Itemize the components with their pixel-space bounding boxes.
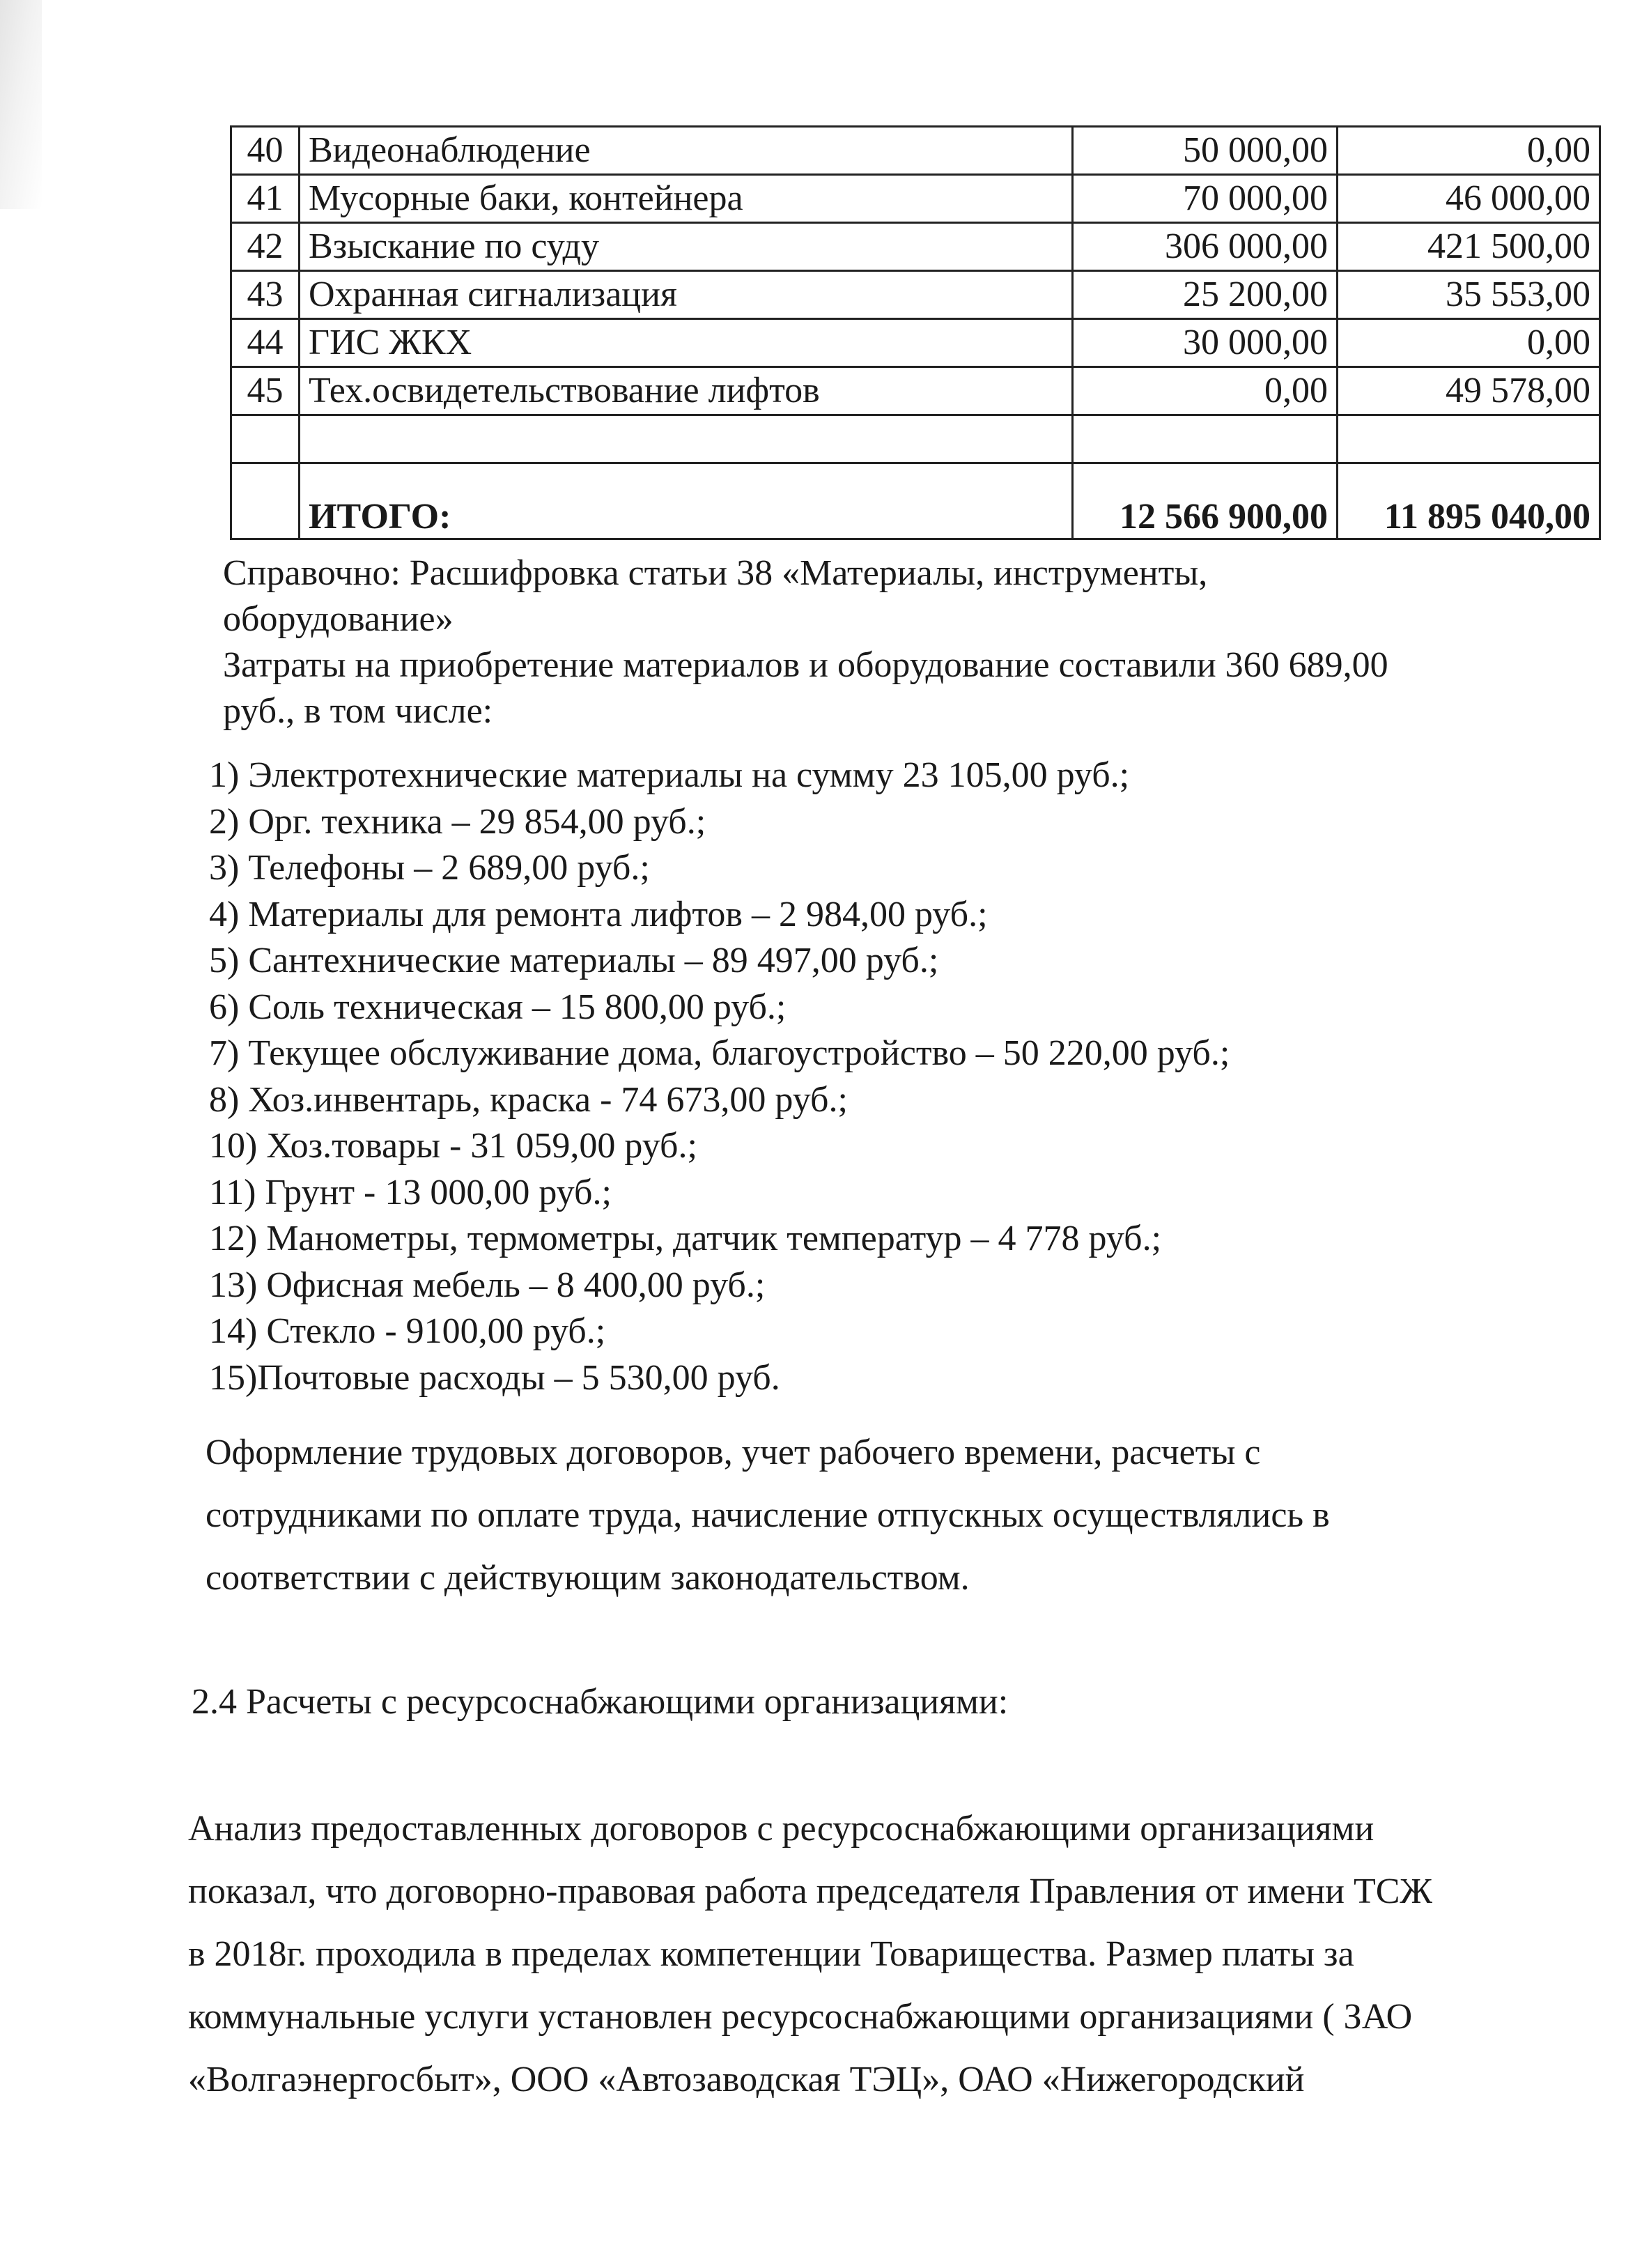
row-fact-amount: 46 000,00 <box>1338 175 1600 223</box>
list-item: 2) Орг. техника – 29 854,00 руб.; <box>209 801 706 842</box>
row-number: 44 <box>231 319 300 367</box>
row-plan-amount: 30 000,00 <box>1073 319 1338 367</box>
paragraph-line: в 2018г. проходила в пределах компетенции Товарищества. Размер платы за <box>188 1934 1354 1974</box>
row-plan-amount: 70 000,00 <box>1073 175 1338 223</box>
row-fact-amount: 35 553,00 <box>1338 271 1600 319</box>
scan-edge-shadow <box>0 0 42 209</box>
table-row <box>231 367 1600 415</box>
list-item: 15)Почтовые расходы – 5 530,00 руб. <box>209 1357 780 1398</box>
row-name: Охранная сигнализация <box>300 271 1073 319</box>
reference-line: руб., в том числе: <box>223 691 493 731</box>
table-row <box>231 223 1600 271</box>
row-name <box>300 415 1073 463</box>
list-item: 10) Хоз.товары - 31 059,00 руб.; <box>209 1126 697 1166</box>
row-name: Взыскание по суду <box>300 223 1073 271</box>
list-item: 6) Соль техническая – 15 800,00 руб.; <box>209 987 787 1027</box>
row-fact-amount: 0,00 <box>1338 319 1600 367</box>
labor-paragraph <box>206 1421 1330 1610</box>
row-plan-amount: 0,00 <box>1073 367 1338 415</box>
list-item: 3) Телефоны – 2 689,00 руб.; <box>209 848 650 888</box>
table-total-row <box>231 463 1600 539</box>
list-item: 5) Сантехнические материалы – 89 497,00 руб.; <box>209 941 939 980</box>
row-fact-amount: 49 578,00 <box>1338 367 1600 415</box>
analysis-paragraph <box>188 1798 1432 2111</box>
table-row-empty <box>231 415 1600 463</box>
row-number: 41 <box>231 175 300 223</box>
table-row <box>231 271 1600 319</box>
list-item: 11) Грунт - 13 000,00 руб.; <box>209 1172 612 1212</box>
total-fact-amount: 11 895 040,00 <box>1338 463 1600 539</box>
list-item: 1) Электротехнические материалы на сумму 23 105,00 руб.; <box>209 755 1130 795</box>
row-name: Видеонаблюдение <box>300 127 1073 175</box>
row-number <box>231 415 300 463</box>
list-item: 7) Текущее обслуживание дома, благоустройство – 50 220,00 руб.; <box>209 1033 1230 1073</box>
list-item: 13) Офисная мебель – 8 400,00 руб.; <box>209 1265 766 1305</box>
reference-line: Справочно: Расшифровка статьи 38 «Материалы, инструменты, <box>223 553 1208 593</box>
reference-line: Затраты на приобретение материалов и оборудование составили 360 689,00 <box>223 645 1388 685</box>
row-plan-amount: 25 200,00 <box>1073 271 1338 319</box>
row-name: Мусорные баки, контейнера <box>300 175 1073 223</box>
row-number: 43 <box>231 271 300 319</box>
paragraph-line: показал, что договорно-правовая работа председателя Правления от имени ТСЖ <box>188 1872 1433 1911</box>
total-label: ИТОГО: <box>300 463 1073 539</box>
list-item: 12) Манометры, термометры, датчик температур – 4 778 руб.; <box>209 1219 1162 1258</box>
row-fact-amount: 0,00 <box>1338 127 1600 175</box>
row-fact-amount <box>1338 415 1600 463</box>
table-row <box>231 127 1600 175</box>
section-title: 2.4 Расчеты с ресурсоснабжающими организациями: <box>192 1682 1009 1722</box>
paragraph-line: Анализ предоставленных договоров с ресурсоснабжающими организациями <box>188 1809 1374 1849</box>
reference-line: оборудование» <box>223 599 454 639</box>
paragraph-line: «Волгаэнергосбыт», ООО «Автозаводская ТЭЦ», ОАО «Нижегородский <box>188 2060 1305 2099</box>
paragraph-line: Оформление трудовых договоров, учет рабочего времени, расчеты с <box>206 1433 1261 1472</box>
row-number: 45 <box>231 367 300 415</box>
paragraph-line: сотрудниками по оплате труда, начисление отпускных осуществлялись в <box>206 1495 1330 1535</box>
materials-list <box>209 753 1230 1401</box>
section-heading <box>192 1679 1008 1725</box>
row-number: 40 <box>231 127 300 175</box>
row-fact-amount: 421 500,00 <box>1338 223 1600 271</box>
expense-table <box>230 125 1601 540</box>
row-name: ГИС ЖКХ <box>300 319 1073 367</box>
reference-note <box>223 550 1388 734</box>
row-plan-amount: 50 000,00 <box>1073 127 1338 175</box>
row-name: Тех.освидетельствование лифтов <box>300 367 1073 415</box>
list-item: 8) Хоз.инвентарь, краска - 74 673,00 руб.; <box>209 1079 848 1120</box>
table-row <box>231 319 1600 367</box>
list-item: 14) Стекло - 9100,00 руб.; <box>209 1311 606 1351</box>
list-item: 4) Материалы для ремонта лифтов – 2 984,00 руб.; <box>209 894 988 934</box>
total-empty-cell <box>231 463 300 539</box>
paragraph-line: коммунальные услуги установлен ресурсоснабжающими организациями ( ЗАО <box>188 1997 1413 2037</box>
row-plan-amount <box>1073 415 1338 463</box>
total-plan-amount: 12 566 900,00 <box>1073 463 1338 539</box>
paragraph-line: соответствии с действующим законодательством. <box>206 1558 970 1598</box>
row-number: 42 <box>231 223 300 271</box>
table-row <box>231 175 1600 223</box>
row-plan-amount: 306 000,00 <box>1073 223 1338 271</box>
